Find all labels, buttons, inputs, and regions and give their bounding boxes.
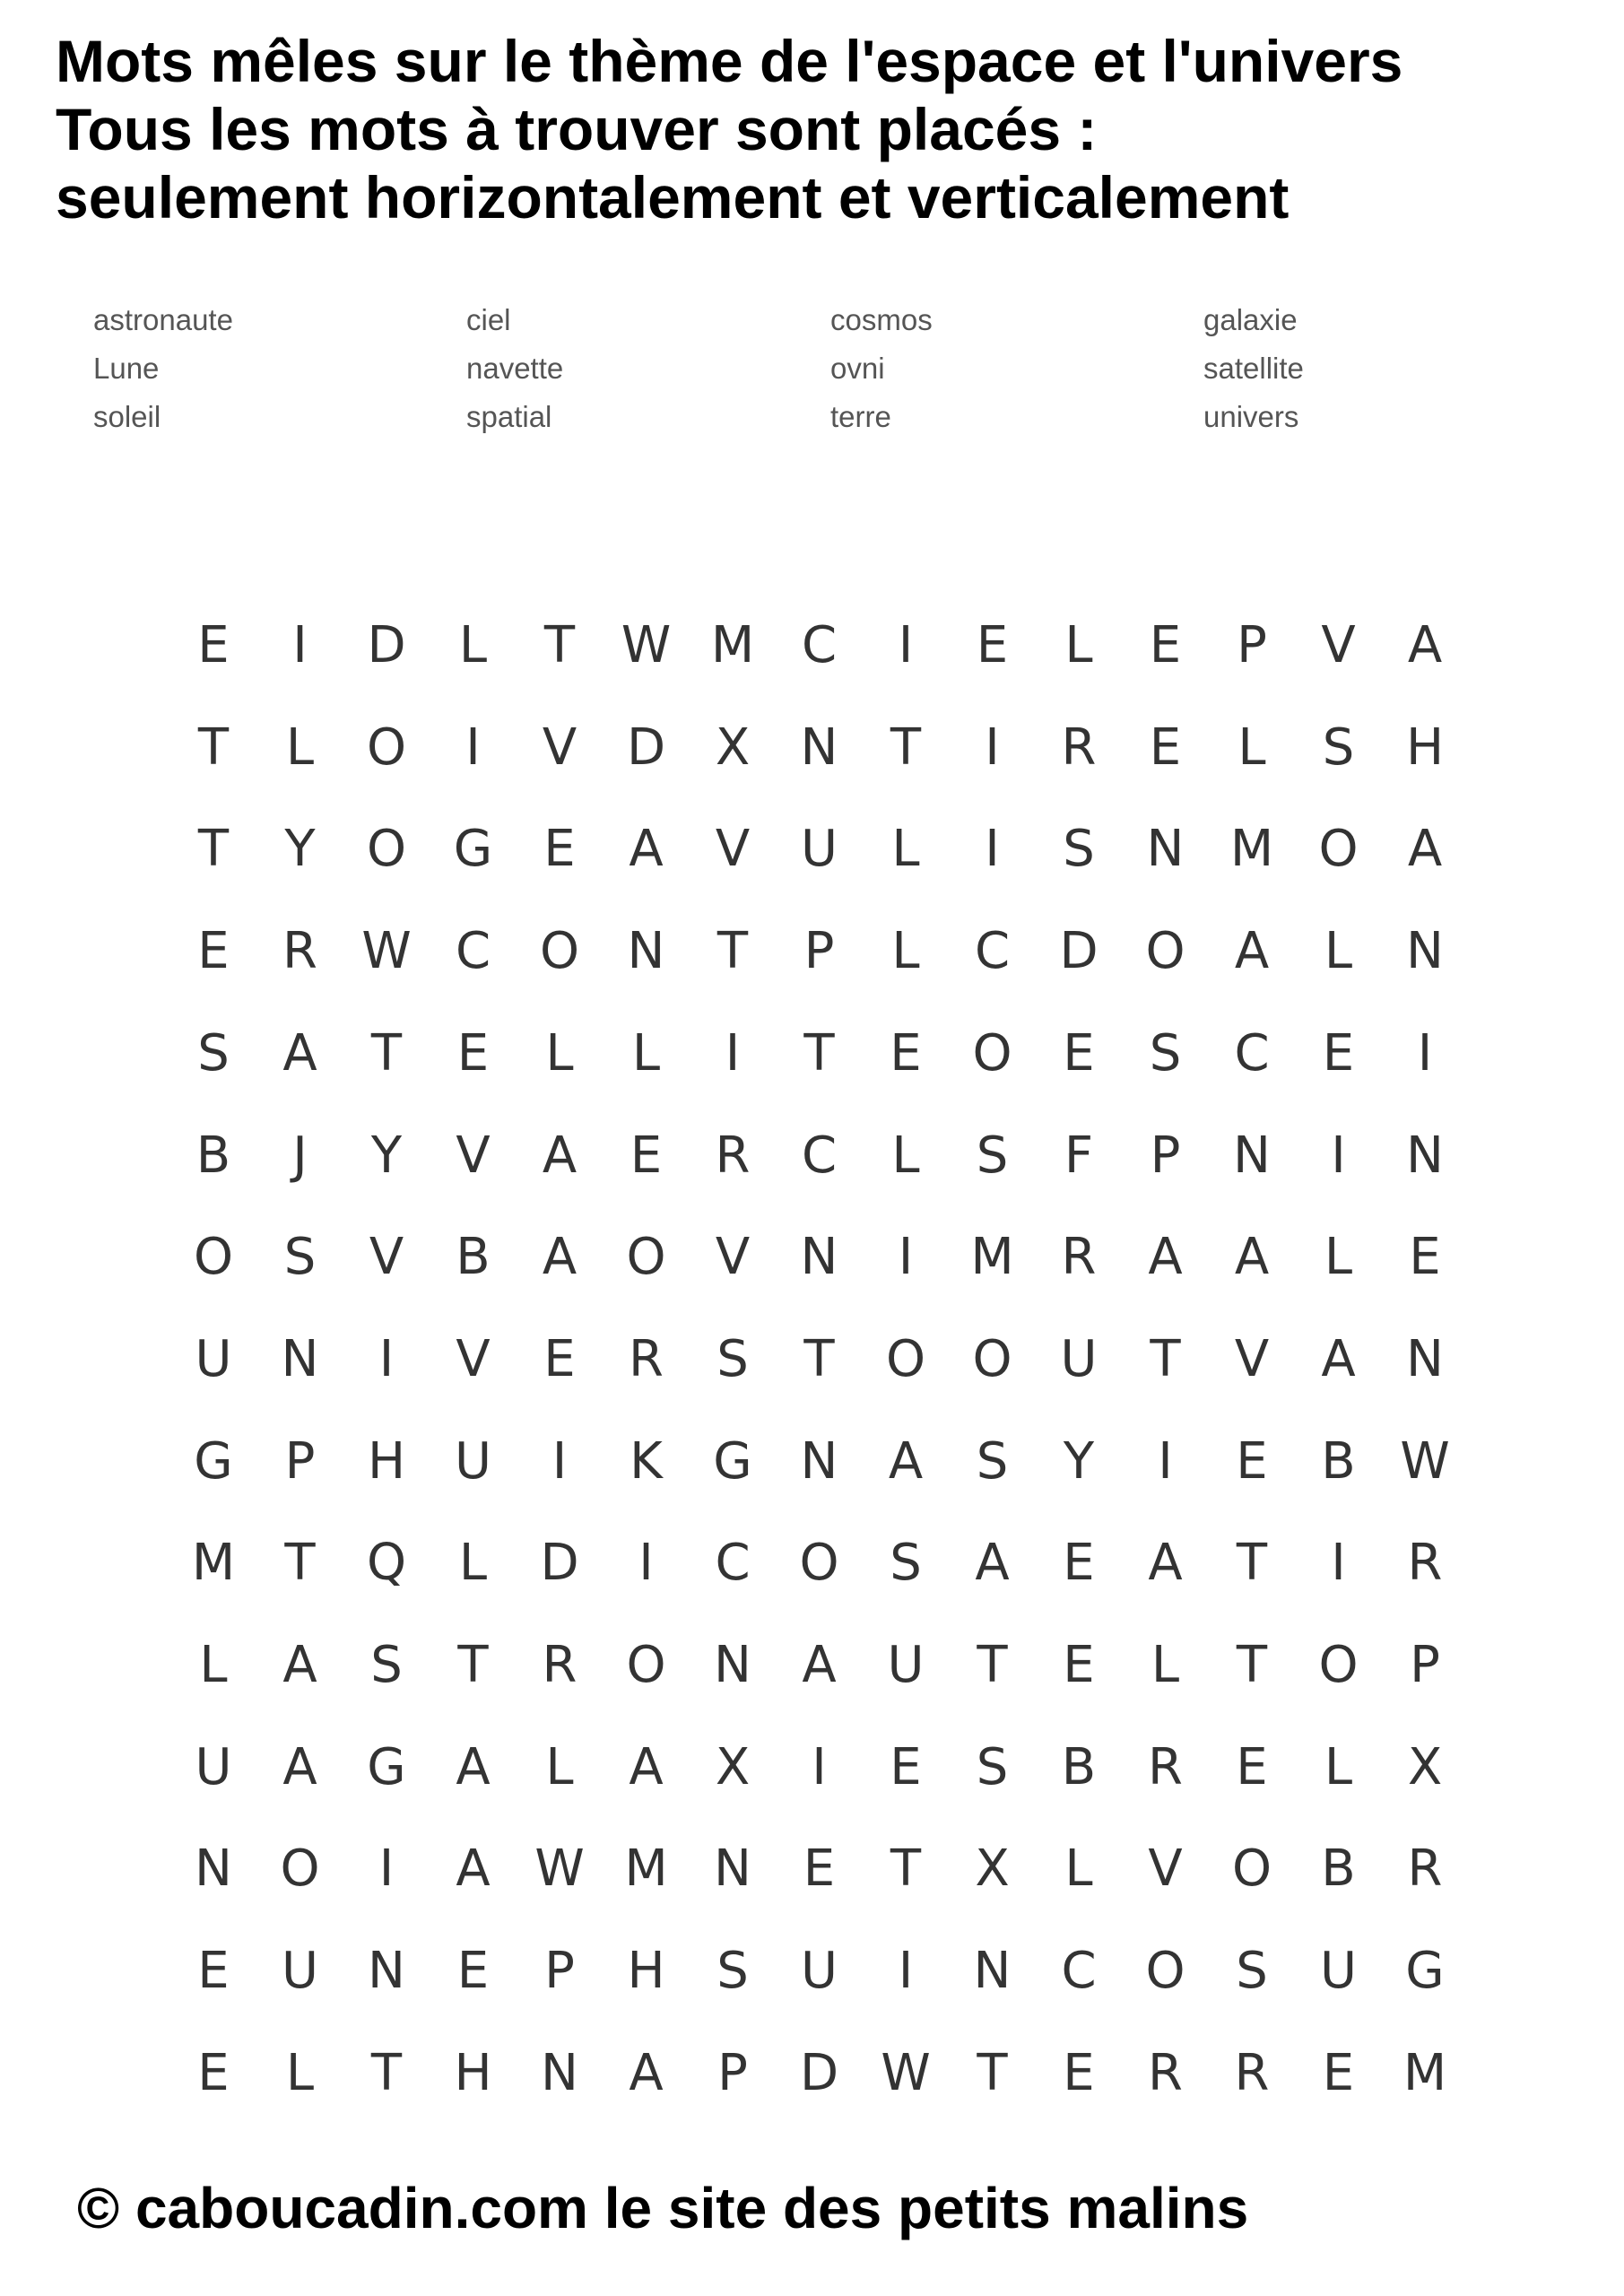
letter-grid: [170, 610, 1462, 2144]
grid-cell-r6-c1[interactable]: B: [195, 1126, 231, 1185]
grid-cell-r11-c14[interactable]: O: [1318, 1636, 1359, 1694]
grid-cell-r1-c6[interactable]: W: [621, 616, 672, 674]
grid-cell-r11-c4[interactable]: T: [457, 1636, 489, 1694]
grid-cell-r8-c11[interactable]: U: [1060, 1329, 1098, 1388]
grid-cell-r3-c13[interactable]: M: [1229, 820, 1274, 879]
grid-cell-r6-c14[interactable]: I: [1331, 1126, 1346, 1185]
grid-cell-r8-c3[interactable]: I: [378, 1329, 395, 1388]
grid-cell-r10-c1[interactable]: M: [191, 1534, 236, 1593]
grid-cell-r9-c13[interactable]: E: [1236, 1431, 1268, 1491]
grid-cell-r1-c7[interactable]: M: [710, 616, 755, 674]
grid-cell-r13-c1[interactable]: N: [195, 1839, 232, 1899]
grid-cell-r15-c8[interactable]: D: [799, 2043, 839, 2102]
grid-cell-r10-c3[interactable]: Q: [366, 1534, 407, 1593]
grid-cell-r5-c5[interactable]: L: [545, 1023, 574, 1083]
grid-cell-r4-c4[interactable]: C: [455, 922, 491, 981]
grid-cell-r5-c15[interactable]: I: [1417, 1023, 1433, 1083]
grid-cell-r15-c5[interactable]: N: [541, 2043, 578, 2102]
word-list-item: satellite: [1203, 352, 1304, 385]
grid-cell-r8-c2[interactable]: N: [281, 1329, 319, 1388]
grid-cell-r12-c9[interactable]: E: [890, 1737, 922, 1796]
grid-cell-r6-c6[interactable]: E: [630, 1126, 663, 1185]
grid-cell-r12-c11[interactable]: B: [1061, 1737, 1097, 1796]
grid-cell-r6-c9[interactable]: L: [891, 1126, 920, 1185]
grid-cell-r6-c4[interactable]: V: [456, 1126, 491, 1185]
grid-cell-r15-c13[interactable]: R: [1234, 2043, 1270, 2102]
grid-cell-r2-c5[interactable]: V: [542, 718, 578, 777]
grid-cell-r9-c6[interactable]: K: [630, 1431, 663, 1491]
word-list-item: Lune: [93, 352, 160, 385]
grid-cell-r5-c8[interactable]: T: [803, 1023, 835, 1083]
grid-cell-r14-c14[interactable]: U: [1320, 1942, 1357, 2001]
grid-cell-r11-c1[interactable]: L: [199, 1636, 228, 1694]
grid-cell-r10-c7[interactable]: C: [715, 1534, 751, 1593]
grid-cell-r13-c10[interactable]: X: [975, 1839, 1010, 1899]
grid-cell-r14-c5[interactable]: P: [544, 1942, 575, 2001]
word-list-item: ovni: [830, 352, 885, 385]
grid-cell-r11-c3[interactable]: S: [370, 1636, 403, 1694]
grid-cell-r13-c14[interactable]: B: [1321, 1839, 1356, 1899]
grid-cell-r4-c7[interactable]: T: [716, 922, 749, 981]
grid-cell-r15-c7[interactable]: P: [717, 2043, 748, 2102]
grid-cell-r2-c8[interactable]: N: [800, 718, 838, 777]
word-list-item: cosmos: [830, 303, 933, 336]
grid-cell-r13-c2[interactable]: O: [280, 1839, 320, 1899]
grid-cell-r12-c15[interactable]: X: [1407, 1737, 1443, 1796]
grid-cell-r14-c12[interactable]: O: [1145, 1942, 1185, 2001]
grid-cell-r8-c14[interactable]: A: [1321, 1329, 1356, 1388]
grid-cell-r6-c11[interactable]: F: [1064, 1126, 1094, 1185]
grid-cell-r9-c11[interactable]: Y: [1063, 1431, 1095, 1491]
grid-cell-r11-c12[interactable]: L: [1151, 1636, 1180, 1694]
grid-cell-r11-c7[interactable]: N: [714, 1636, 751, 1694]
word-list-item: galaxie: [1203, 303, 1298, 336]
grid-cell-r7-c2[interactable]: S: [283, 1228, 317, 1287]
grid-cell-r6-c10[interactable]: S: [976, 1126, 1009, 1185]
grid-cell-r13-c4[interactable]: A: [456, 1839, 491, 1899]
grid-cell-r1-c3[interactable]: D: [367, 616, 406, 674]
grid-cell-r14-c2[interactable]: U: [282, 1942, 318, 2001]
grid-cell-r14-c10[interactable]: N: [973, 1942, 1012, 2001]
grid-cell-r13-c6[interactable]: M: [624, 1839, 668, 1899]
grid-cell-r14-c11[interactable]: C: [1061, 1942, 1097, 2001]
grid-cell-r12-c5[interactable]: L: [545, 1737, 574, 1796]
grid-cell-r13-c7[interactable]: N: [714, 1839, 751, 1899]
grid-cell-r11-c2[interactable]: A: [282, 1636, 317, 1694]
grid-cell-r10-c14[interactable]: I: [1331, 1534, 1346, 1593]
grid-cell-r11-c13[interactable]: T: [1236, 1636, 1268, 1694]
grid-cell-r14-c6[interactable]: H: [627, 1942, 665, 2001]
grid-cell-r3-c10[interactable]: I: [985, 820, 1000, 879]
grid-cell-r8-c8[interactable]: T: [803, 1329, 835, 1388]
title-line-1: Mots mêles sur le thème de l'espace et l'univers: [56, 28, 1403, 94]
grid-cell-r14-c9[interactable]: I: [898, 1942, 914, 2001]
grid-cell-r7-c7[interactable]: V: [715, 1228, 751, 1287]
word-list-item: navette: [466, 352, 564, 385]
grid-cell-r5-c1[interactable]: S: [197, 1023, 230, 1083]
grid-cell-r3-c8[interactable]: U: [801, 820, 838, 879]
grid-cell-r13-c3[interactable]: I: [378, 1839, 395, 1899]
grid-cell-r10-c13[interactable]: T: [1236, 1534, 1268, 1593]
worksheet-title: [56, 27, 1598, 231]
grid-cell-r15-c15[interactable]: M: [1403, 2043, 1447, 2102]
grid-cell-r9-c10[interactable]: S: [976, 1431, 1009, 1491]
grid-cell-r5-c7[interactable]: I: [725, 1023, 741, 1083]
grid-cell-r6-c5[interactable]: A: [542, 1126, 578, 1185]
grid-cell-r10-c2[interactable]: T: [284, 1534, 316, 1593]
grid-cell-r11-c9[interactable]: U: [887, 1636, 925, 1694]
grid-cell-r15-c4[interactable]: H: [454, 2043, 492, 2102]
grid-cell-r1-c8[interactable]: C: [801, 616, 838, 674]
grid-cell-r1-c11[interactable]: L: [1064, 616, 1093, 674]
grid-cell-r15-c2[interactable]: L: [285, 2043, 315, 2102]
grid-cell-r2-c6[interactable]: D: [626, 718, 666, 777]
grid-cell-r12-c12[interactable]: R: [1148, 1737, 1183, 1796]
grid-cell-r2-c14[interactable]: S: [1322, 718, 1355, 777]
grid-cell-r10-c15[interactable]: R: [1407, 1534, 1443, 1593]
grid-cell-r8-c10[interactable]: O: [972, 1329, 1012, 1388]
grid-cell-r13-c5[interactable]: W: [534, 1839, 585, 1899]
grid-cell-r9-c1[interactable]: G: [194, 1431, 233, 1491]
grid-cell-r1-c10[interactable]: E: [976, 616, 1009, 674]
grid-cell-r3-c15[interactable]: A: [1407, 820, 1443, 879]
grid-cell-r14-c7[interactable]: S: [716, 1942, 749, 2001]
grid-cell-r2-c1[interactable]: T: [197, 718, 230, 777]
grid-cell-r3-c3[interactable]: O: [366, 820, 407, 879]
grid-cell-r1-c1[interactable]: E: [197, 616, 230, 674]
grid-cell-r2-c10[interactable]: I: [985, 718, 1000, 777]
grid-cell-r3-c1[interactable]: T: [197, 820, 230, 879]
grid-cell-r9-c4[interactable]: U: [455, 1431, 491, 1491]
grid-cell-r7-c6[interactable]: O: [626, 1228, 666, 1287]
grid-cell-r14-c4[interactable]: E: [456, 1942, 490, 2001]
grid-cell-r11-c5[interactable]: R: [542, 1636, 578, 1694]
grid-cell-r7-c5[interactable]: A: [542, 1228, 578, 1287]
grid-cell-r2-c4[interactable]: I: [465, 718, 481, 777]
grid-cell-r11-c11[interactable]: E: [1063, 1636, 1095, 1694]
grid-cell-r7-c4[interactable]: B: [456, 1228, 491, 1287]
grid-cell-r14-c15[interactable]: G: [1405, 1942, 1445, 2001]
grid-cell-r4-c6[interactable]: N: [627, 922, 665, 981]
grid-cell-r4-c14[interactable]: L: [1324, 922, 1353, 981]
grid-cell-r14-c3[interactable]: N: [368, 1942, 405, 2001]
grid-cell-r12-c1[interactable]: U: [195, 1737, 232, 1796]
grid-cell-r7-c13[interactable]: A: [1234, 1228, 1270, 1287]
grid-cell-r9-c8[interactable]: N: [800, 1431, 838, 1491]
grid-cell-r4-c9[interactable]: L: [891, 922, 920, 981]
grid-cell-r11-c8[interactable]: A: [802, 1636, 837, 1694]
grid-cell-r8-c13[interactable]: V: [1234, 1329, 1270, 1388]
grid-cell-r5-c6[interactable]: L: [631, 1023, 661, 1083]
grid-cell-r8-c12[interactable]: T: [1150, 1329, 1181, 1388]
grid-cell-r4-c13[interactable]: A: [1234, 922, 1270, 981]
grid-cell-r9-c7[interactable]: G: [713, 1431, 752, 1491]
grid-cell-r8-c9[interactable]: O: [885, 1329, 926, 1388]
grid-cell-r5-c13[interactable]: C: [1234, 1023, 1270, 1083]
grid-cell-r3-c4[interactable]: G: [453, 820, 493, 879]
grid-cell-r7-c3[interactable]: V: [369, 1228, 404, 1287]
grid-cell-r15-c6[interactable]: A: [629, 2043, 664, 2102]
grid-cell-r12-c7[interactable]: X: [715, 1737, 751, 1796]
grid-cell-r12-c2[interactable]: A: [282, 1737, 317, 1796]
grid-cell-r6-c12[interactable]: P: [1150, 1126, 1181, 1185]
grid-cell-r14-c1[interactable]: E: [197, 1942, 230, 2001]
word-list-item: terre: [830, 400, 891, 433]
word-list-item: spatial: [466, 400, 552, 433]
grid-cell-r13-c13[interactable]: O: [1231, 1839, 1272, 1899]
grid-cell-r11-c6[interactable]: O: [626, 1636, 666, 1694]
grid-cell-r3-c11[interactable]: S: [1063, 820, 1095, 879]
grid-cell-r10-c12[interactable]: A: [1148, 1534, 1183, 1593]
grid-cell-r4-c15[interactable]: N: [1406, 922, 1444, 981]
grid-cell-r2-c15[interactable]: H: [1405, 718, 1445, 777]
grid-cell-r9-c3[interactable]: H: [367, 1431, 406, 1491]
grid-cell-r10-c10[interactable]: A: [975, 1534, 1010, 1593]
grid-cell-r8-c15[interactable]: N: [1406, 1329, 1444, 1388]
grid-cell-r12-c3[interactable]: G: [367, 1737, 406, 1796]
grid-cell-r7-c14[interactable]: L: [1324, 1228, 1353, 1287]
grid-cell-r9-c2[interactable]: P: [284, 1431, 316, 1491]
grid-cell-r5-c4[interactable]: E: [456, 1023, 490, 1083]
grid-cell-r5-c12[interactable]: S: [1149, 1023, 1182, 1083]
grid-cell-r11-c10[interactable]: T: [977, 1636, 1008, 1694]
grid-cell-r12-c8[interactable]: I: [812, 1737, 827, 1796]
grid-cell-r15-c12[interactable]: R: [1148, 2043, 1183, 2102]
grid-cell-r4-c12[interactable]: O: [1145, 922, 1185, 981]
grid-cell-r9-c5[interactable]: I: [551, 1431, 568, 1491]
grid-cell-r10-c4[interactable]: L: [458, 1534, 488, 1593]
grid-cell-r2-c13[interactable]: L: [1238, 718, 1266, 777]
grid-cell-r4-c3[interactable]: W: [361, 922, 412, 981]
grid-cell-r5-c2[interactable]: A: [282, 1023, 317, 1083]
word-list-item: astronaute: [93, 303, 233, 336]
word-list-item: univers: [1203, 400, 1299, 433]
grid-cell-r7-c12[interactable]: A: [1148, 1228, 1183, 1287]
word-list-item: ciel: [466, 303, 511, 336]
grid-cell-r2-c11[interactable]: R: [1061, 718, 1097, 777]
grid-cell-r15-c14[interactable]: E: [1322, 2043, 1355, 2102]
grid-cell-r2-c7[interactable]: X: [715, 718, 751, 777]
title-line-2: Tous les mots à trouver sont placés :: [56, 96, 1098, 162]
grid-cell-r13-c8[interactable]: E: [803, 1839, 836, 1899]
grid-cell-r1-c13[interactable]: P: [1237, 616, 1267, 674]
grid-cell-r10-c11[interactable]: E: [1063, 1534, 1095, 1593]
grid-cell-r1-c4[interactable]: L: [458, 616, 488, 674]
grid-cell-r13-c15[interactable]: R: [1407, 1839, 1443, 1899]
grid-cell-r4-c10[interactable]: C: [974, 922, 1011, 981]
grid-cell-r6-c7[interactable]: R: [715, 1126, 751, 1185]
grid-cell-r3-c7[interactable]: V: [715, 820, 751, 879]
grid-cell-r2-c3[interactable]: O: [366, 718, 407, 777]
grid-cell-r6-c8[interactable]: C: [801, 1126, 838, 1185]
grid-cell-r6-c2[interactable]: J: [292, 1126, 308, 1185]
grid-cell-r13-c9[interactable]: T: [890, 1839, 922, 1899]
grid-cell-r7-c10[interactable]: M: [970, 1228, 1014, 1287]
grid-cell-r3-c12[interactable]: N: [1146, 820, 1185, 879]
grid-cell-r9-c15[interactable]: W: [1400, 1431, 1450, 1491]
grid-cell-r6-c3[interactable]: Y: [370, 1126, 403, 1185]
grid-cell-r5-c14[interactable]: E: [1322, 1023, 1355, 1083]
word-list: [93, 303, 1438, 465]
grid-cell-r1-c2[interactable]: I: [292, 616, 308, 674]
grid-cell-r11-c15[interactable]: P: [1410, 1636, 1440, 1694]
footer-credit: © caboucadin.com le site des petits malins: [77, 2176, 1249, 2240]
grid-cell-r1-c15[interactable]: A: [1407, 616, 1443, 674]
grid-cell-r1-c12[interactable]: E: [1149, 616, 1182, 674]
grid-cell-r12-c10[interactable]: S: [976, 1737, 1009, 1796]
grid-cell-r3-c6[interactable]: A: [629, 820, 664, 879]
grid-cell-r14-c8[interactable]: U: [801, 1942, 838, 2001]
grid-cell-r4-c1[interactable]: E: [197, 922, 230, 981]
grid-cell-r7-c8[interactable]: N: [800, 1228, 838, 1287]
word-list-item: soleil: [93, 400, 161, 433]
grid-cell-r7-c1[interactable]: O: [193, 1228, 234, 1287]
grid-cell-r3-c5[interactable]: E: [543, 820, 576, 879]
grid-cell-r2-c9[interactable]: T: [890, 718, 922, 777]
grid-cell-r3-c2[interactable]: Y: [284, 820, 316, 879]
grid-cell-r10-c8[interactable]: O: [799, 1534, 839, 1593]
title-line-3: seulement horizontalement et verticalement: [56, 164, 1290, 230]
grid-cell-r8-c1[interactable]: U: [195, 1329, 232, 1388]
grid-cell-r6-c15[interactable]: N: [1406, 1126, 1444, 1185]
grid-cell-r7-c9[interactable]: I: [898, 1228, 914, 1287]
grid-cell-r15-c9[interactable]: W: [881, 2043, 931, 2102]
grid-cell-r12-c4[interactable]: A: [456, 1737, 491, 1796]
grid-cell-r6-c13[interactable]: N: [1233, 1126, 1271, 1185]
grid-cell-r8-c5[interactable]: E: [543, 1329, 576, 1388]
grid-cell-r7-c15[interactable]: E: [1409, 1228, 1441, 1287]
grid-cell-r10-c6[interactable]: I: [638, 1534, 654, 1593]
grid-cell-r3-c14[interactable]: O: [1318, 820, 1359, 879]
grid-cell-r1-c9[interactable]: I: [898, 616, 914, 674]
grid-cell-r15-c11[interactable]: E: [1063, 2043, 1095, 2102]
grid-cell-r4-c11[interactable]: D: [1059, 922, 1099, 981]
grid-cell-r1-c14[interactable]: V: [1321, 616, 1356, 674]
grid-cell-r4-c8[interactable]: P: [803, 922, 835, 981]
grid-cell-r8-c4[interactable]: V: [456, 1329, 491, 1388]
grid-cell-r4-c2[interactable]: R: [282, 922, 317, 981]
grid-cell-r12-c13[interactable]: E: [1236, 1737, 1268, 1796]
grid-cell-r4-c5[interactable]: O: [539, 922, 580, 981]
grid-cell-r8-c7[interactable]: S: [716, 1329, 749, 1388]
grid-cell-r5-c10[interactable]: O: [972, 1023, 1012, 1083]
grid-cell-r15-c1[interactable]: E: [197, 2043, 230, 2102]
grid-cell-r14-c13[interactable]: S: [1236, 1942, 1268, 2001]
grid-cell-r2-c2[interactable]: L: [285, 718, 315, 777]
grid-cell-r15-c10[interactable]: T: [977, 2043, 1008, 2102]
grid-cell-r9-c14[interactable]: B: [1321, 1431, 1356, 1491]
grid-cell-r15-c3[interactable]: T: [370, 2043, 403, 2102]
grid-cell-r10-c9[interactable]: S: [890, 1534, 922, 1593]
grid-cell-r9-c12[interactable]: I: [1158, 1431, 1173, 1491]
grid-cell-r5-c9[interactable]: E: [890, 1023, 922, 1083]
grid-cell-r8-c6[interactable]: R: [629, 1329, 664, 1388]
grid-cell-r3-c9[interactable]: L: [891, 820, 920, 879]
grid-cell-r12-c14[interactable]: L: [1324, 1737, 1353, 1796]
grid-cell-r7-c11[interactable]: R: [1061, 1228, 1097, 1287]
grid-cell-r10-c5[interactable]: D: [540, 1534, 579, 1593]
grid-cell-r9-c9[interactable]: A: [888, 1431, 924, 1491]
grid-cell-r2-c12[interactable]: E: [1149, 718, 1182, 777]
grid-cell-r5-c11[interactable]: E: [1063, 1023, 1095, 1083]
grid-cell-r13-c12[interactable]: V: [1148, 1839, 1183, 1899]
grid-cell-r1-c5[interactable]: T: [543, 616, 576, 674]
grid-cell-r12-c6[interactable]: A: [629, 1737, 664, 1796]
grid-cell-r5-c3[interactable]: T: [370, 1023, 403, 1083]
grid-cell-r13-c11[interactable]: L: [1064, 1839, 1093, 1899]
